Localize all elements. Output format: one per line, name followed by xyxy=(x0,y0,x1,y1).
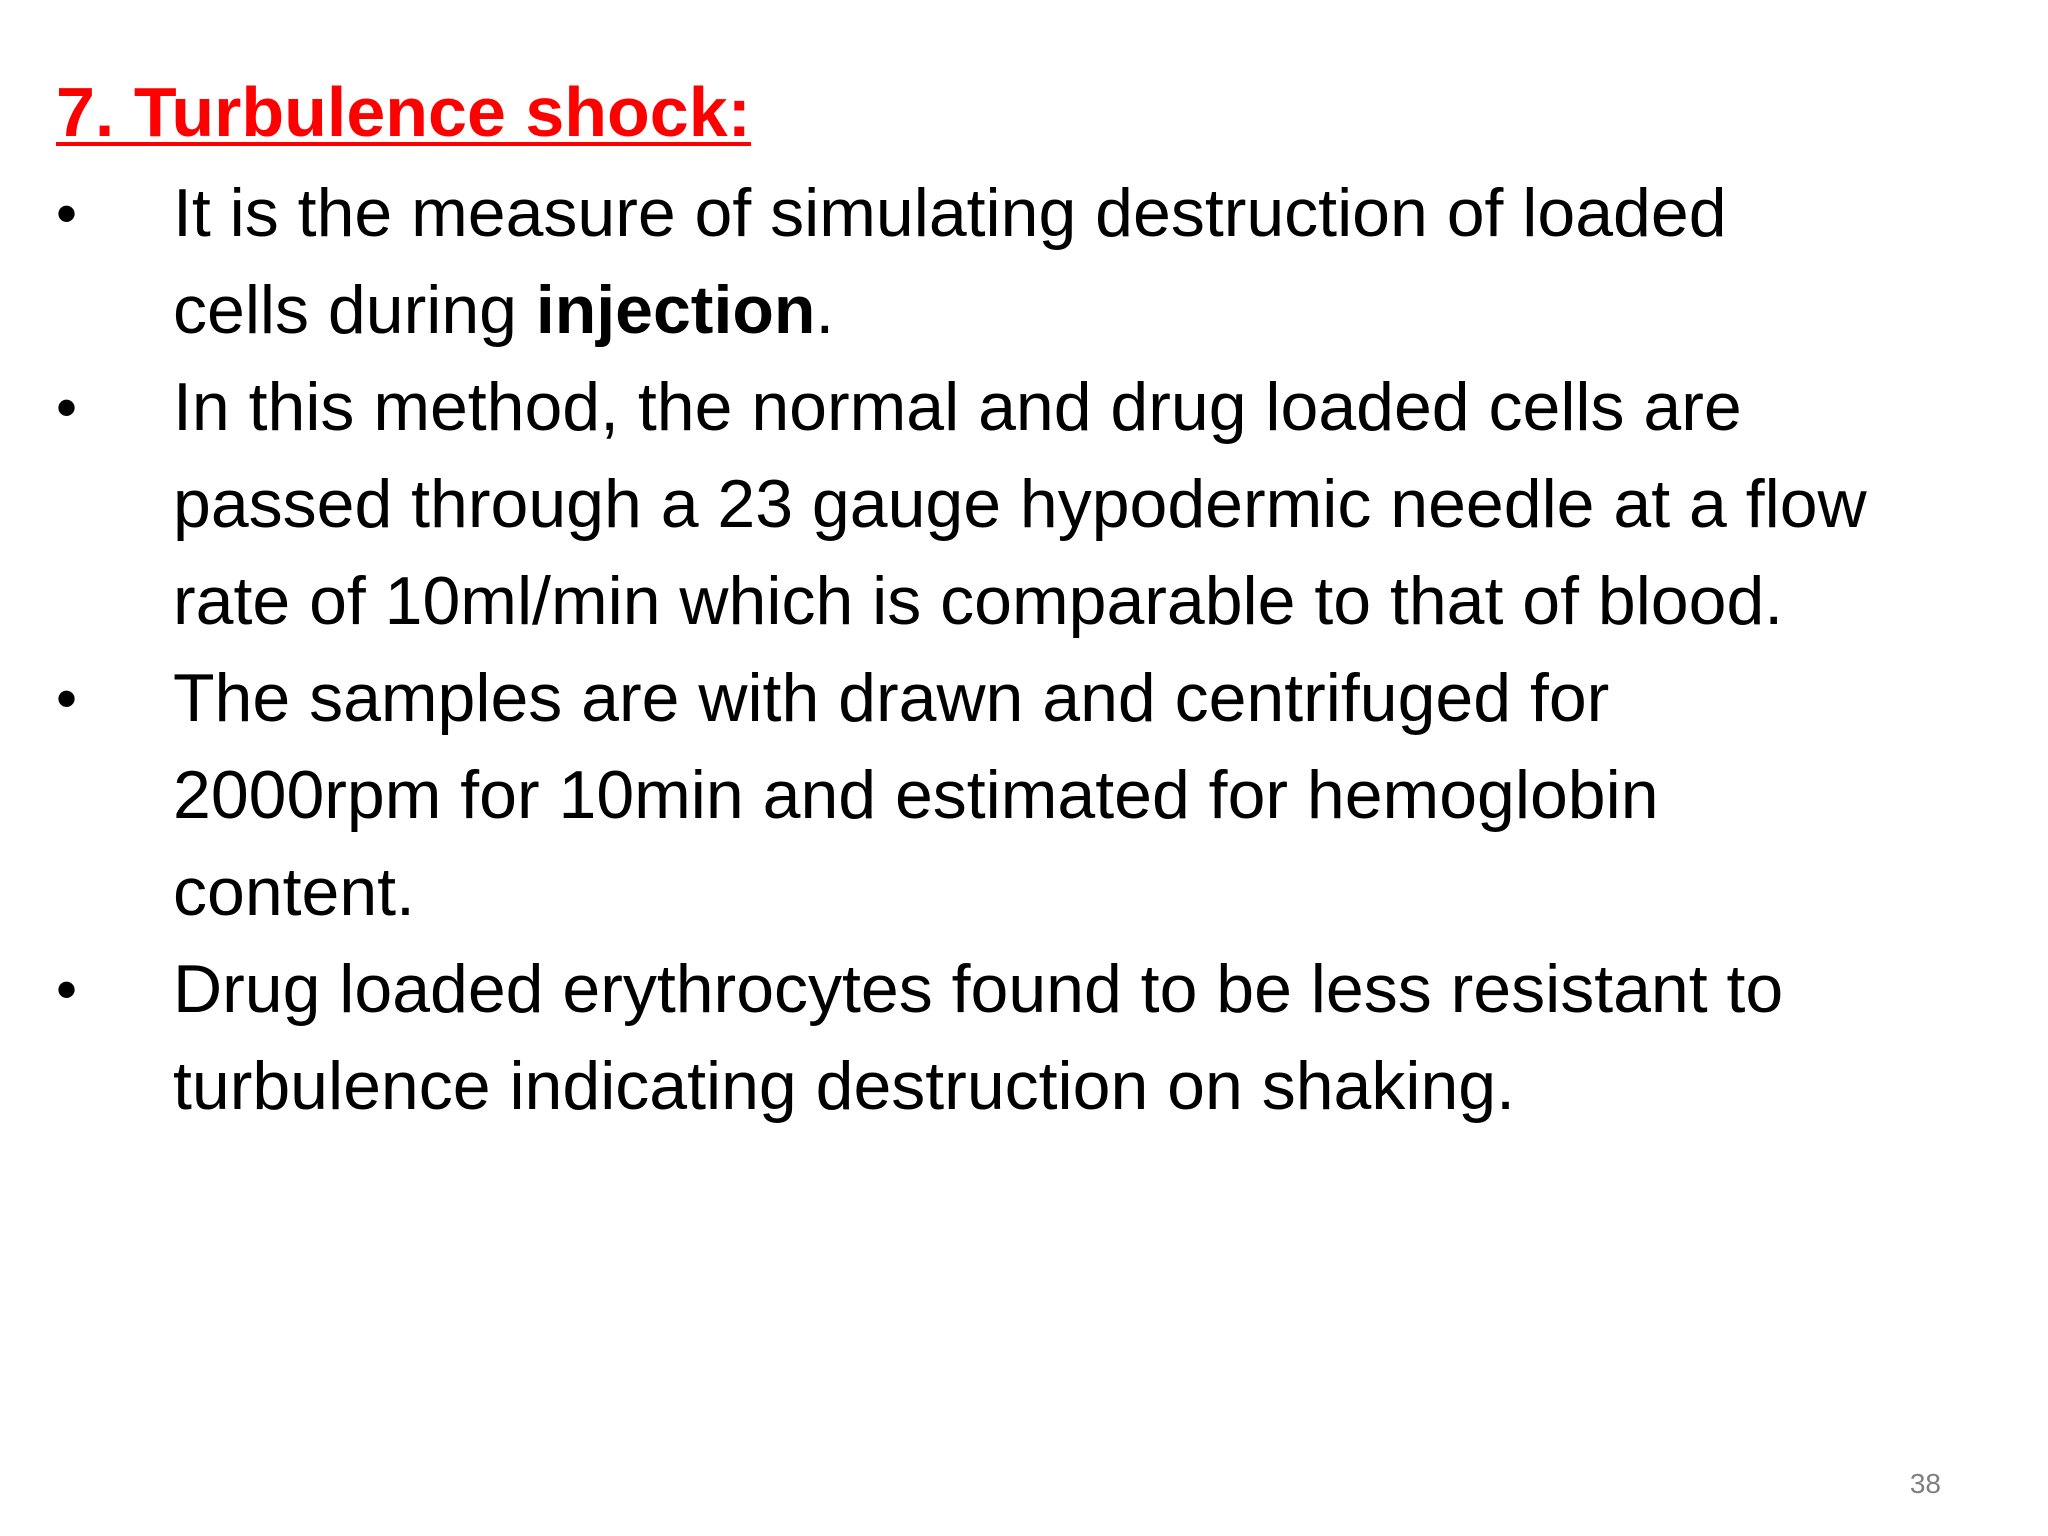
bullet-dot-icon: • xyxy=(56,180,78,247)
bullet-line: The samples are with drawn and centrifuged for xyxy=(173,660,1610,736)
bullet-line: Drug loaded erythrocytes found to be less resistant to xyxy=(173,951,1784,1027)
bullet-item xyxy=(56,165,2016,359)
bullet-dot-icon: • xyxy=(56,956,78,1023)
bullet-list xyxy=(56,165,2016,1135)
bullet-line: 2000rpm for 10min and estimated for hemoglobin xyxy=(173,757,1659,833)
bullet-dot-icon: • xyxy=(56,374,78,441)
bullet-line: passed through a 23 gauge hypodermic needle at a flow xyxy=(173,466,1867,542)
bullet-text: cells during xyxy=(173,272,536,348)
bullet-line: In this method, the normal and drug loaded cells are xyxy=(173,369,1742,445)
bullet-line xyxy=(173,262,2016,359)
bullet-dot-icon: • xyxy=(56,665,78,732)
bullet-item xyxy=(56,650,2016,941)
page-number: 38 xyxy=(1909,1468,1941,1499)
bullet-item xyxy=(56,359,2016,650)
bullet-line: It is the measure of simulating destruction of loaded xyxy=(173,175,1727,251)
slide-title: 7. Turbulence shock: xyxy=(56,73,751,151)
bullet-item xyxy=(56,941,2016,1135)
bullet-line: rate of 10ml/min which is comparable to that of blood. xyxy=(173,563,1784,639)
bullet-line: content. xyxy=(173,854,415,930)
bold-term: injection xyxy=(535,272,816,348)
bullet-text: . xyxy=(815,272,835,348)
bullet-line: turbulence indicating destruction on shaking. xyxy=(173,1048,1515,1124)
